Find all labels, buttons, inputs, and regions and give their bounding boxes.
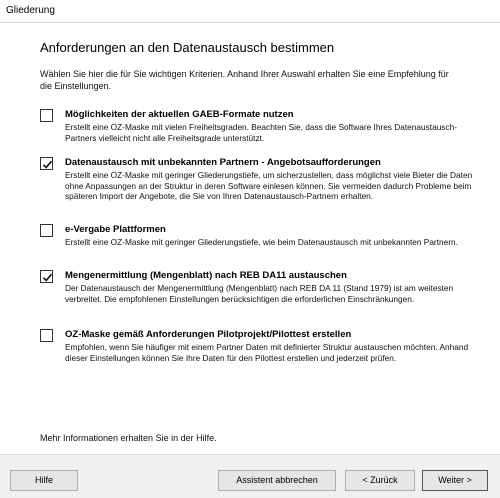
cancel-wizard-button[interactable]: Assistent abbrechen xyxy=(218,470,336,491)
option-title[interactable]: Datenaustausch mit unbekannten Partnern - Angebotsaufforderungen xyxy=(65,157,381,168)
option-description: Erstellt eine OZ-Maske mit geringer Gliederungstiefe, wie beim Datenaustausch mit unbekannten Partnern. xyxy=(65,237,458,247)
checkmark-icon xyxy=(42,272,53,283)
checkbox-reb-da11[interactable] xyxy=(40,270,53,283)
checkbox-pilot-project[interactable] xyxy=(40,329,53,342)
checkbox-gaeb-formats[interactable] xyxy=(40,109,53,122)
option-title[interactable]: Möglichkeiten der aktuellen GAEB-Formate nutzen xyxy=(65,109,294,120)
checkbox-unknown-partners[interactable] xyxy=(40,157,53,170)
checkbox-e-vergabe[interactable] xyxy=(40,224,53,237)
option-description: Empfohlen, wenn Sie häufiger mit einem Partner Daten mit definierter Struktur austauschen möchten. Anhand dieser Einstellungen können Sie Ihre Daten für den Pilottest erstellen und jederzeit prüfen. xyxy=(65,342,469,363)
option-title[interactable]: e-Vergabe Plattformen xyxy=(65,224,166,235)
intro-text: Wählen Sie hier die für Sie wichtigen Kriterien. Anhand Ihrer Auswahl erhalten Sie eine Empfehlung für die Einstellungen. xyxy=(40,69,449,91)
back-button[interactable]: < Zurück xyxy=(345,470,415,491)
help-hint-text: Mehr Informationen erhalten Sie in der Hilfe. xyxy=(40,433,217,443)
option-description: Erstellt eine OZ-Maske mit vielen Freiheitsgraden. Beachten Sie, dass die Software Ihres Datenaustausch-Partners vielleicht nicht alle Freiheitsgrade unterstützt. xyxy=(65,122,457,143)
title-bar xyxy=(0,0,500,22)
page-heading: Anforderungen an den Datenaustausch bestimmen xyxy=(40,40,335,55)
option-title[interactable]: Mengenermittlung (Mengenblatt) nach REB DA11 austauschen xyxy=(65,270,347,281)
window-title: Gliederung xyxy=(6,5,55,16)
wizard-content xyxy=(0,22,500,454)
option-description: Erstellt eine OZ-Maske mit geringer Gliederungstiefe, um sicherzustellen, dass möglichst viele Bieter die Daten ohne Anpassungen an der Struktur in deren Software einlesen können. Sie vermeiden dadurch Probleme beim späteren Import der Angebote, die Sie von Ihren Datenaustausch-Partnern erhalten. xyxy=(65,170,473,202)
checkmark-icon xyxy=(42,159,53,170)
help-button[interactable]: Hilfe xyxy=(10,470,78,491)
next-button[interactable]: Weiter > xyxy=(422,470,488,491)
option-title[interactable]: OZ-Maske gemäß Anforderungen Pilotprojekt/Pilottest erstellen xyxy=(65,329,352,340)
option-description: Der Datenaustausch der Mengenermittlung (Mengenblatt) nach REB DA 11 (Stand 1979) ist am weitesten verbreitet. Die empfohlenen Einstellungen berücksichtigen die erforderlichen Einschränkungen. xyxy=(65,283,454,304)
button-bar xyxy=(0,454,500,498)
